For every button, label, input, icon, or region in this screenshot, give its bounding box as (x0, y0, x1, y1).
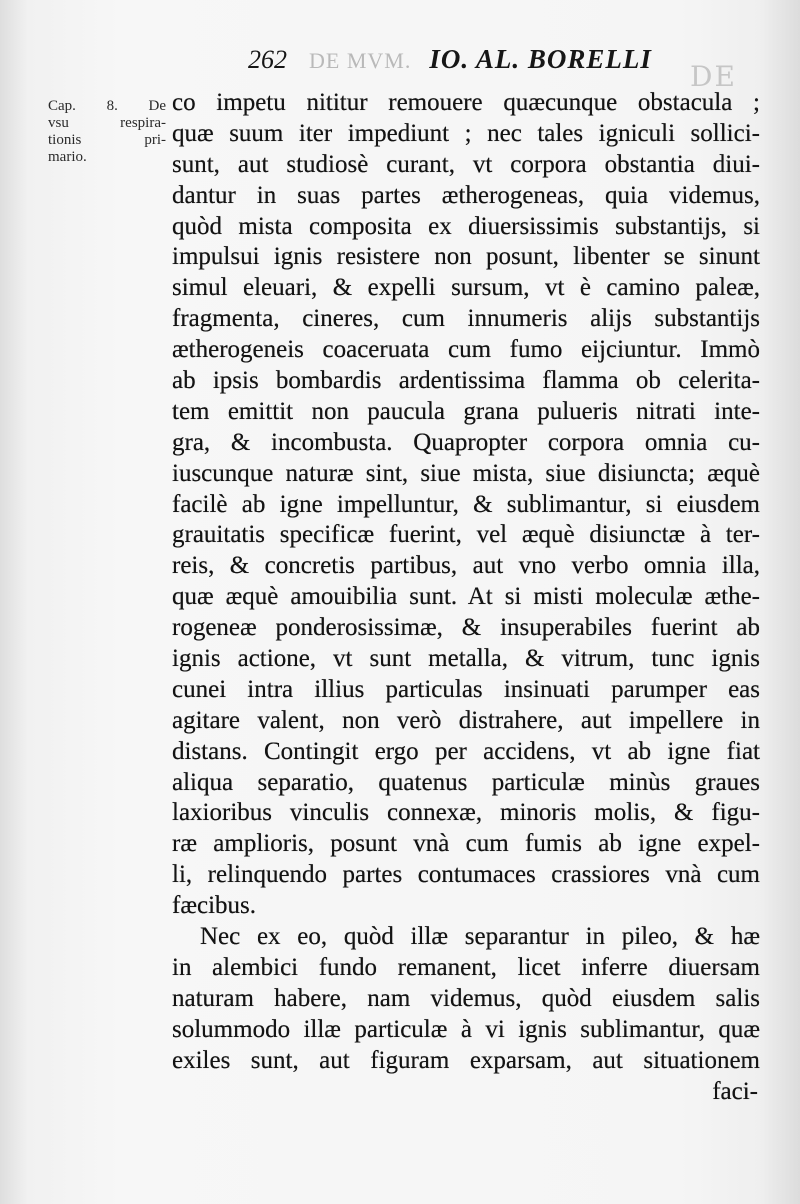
body-text (172, 88, 760, 1107)
text-line: impulsui ignis resistere non posunt, libenter se sinunt (172, 243, 760, 271)
text-line: co impetu nititur remouere quæcunque obstacula ; (172, 89, 760, 116)
margin-note-line: vsu respira- (48, 115, 166, 131)
margin-note-line: Cap. 8. De (48, 98, 166, 114)
text-line: cunei intra illius particulas insinuati parumper eas (172, 675, 760, 703)
text-line: gra, & incombusta. Quapropter corpora omnia cu- (172, 428, 760, 456)
text-line: ætherogeneis coaceruata cum fumo eijciuntur. Immò (172, 336, 760, 364)
text-line: quòd mista composita ex diuersissimis substantijs, si (172, 212, 760, 240)
text-line: laxioribus vinculis connexæ, minoris molis, & figu- (172, 799, 760, 827)
text-line: quæ æquè amouibilia sunt. At si misti moleculæ æthe- (172, 583, 760, 611)
text-line: quæ suum iter impediunt ; nec tales igniculi sollici- (172, 119, 760, 147)
bleed-through-text: DE (690, 60, 737, 93)
ghost-mark: DE MVM. (309, 48, 412, 73)
text-line: rogeneæ ponderosissimæ, & insuperabiles fuerint ab (172, 614, 760, 642)
text-line: fragmenta, cineres, cum innumeris alijs substantijs (172, 305, 760, 333)
text-line: ræ amplioris, posunt vnà cum fumis ab igne expel- (172, 830, 760, 858)
text-line: dantur in suas partes ætherogeneas, quia videmus, (172, 181, 760, 209)
text-line: fæcibus. (172, 892, 257, 920)
page-number: 262 (248, 45, 287, 74)
text-line: grauitatis specificæ fuerint, vel æquè disiunctæ à ter- (172, 521, 760, 549)
text-line: naturam habere, nam videmus, quòd eiusdem salis (172, 984, 760, 1012)
margin-note-line: mario. (48, 149, 87, 165)
running-title: IO. AL. BORELLI (429, 44, 652, 74)
text-line: aliqua separatio, quatenus particulæ minùs graues (172, 768, 760, 796)
text-line: reis, & concretis partibus, aut vno verbo omnia illa, (172, 552, 760, 580)
margin-note (48, 98, 166, 166)
catchword: faci- (712, 1077, 758, 1105)
text-line: iuscunque naturæ sint, siue mista, siue disiuncta; æquè (172, 459, 760, 487)
text-line: Nec ex eo, quòd illæ separantur in pileo, & hæ (200, 923, 760, 951)
text-line: facilè ab igne impelluntur, & sublimantur, si eiusdem (172, 490, 760, 518)
text-line: in alembici fundo remanent, licet inferre diuersam (172, 953, 760, 981)
text-line: ignis actione, vt sunt metalla, & vitrum, tunc ignis (172, 645, 760, 673)
text-line: ab ipsis bombardis ardentissima flamma ob celerita- (172, 367, 760, 395)
page-header (248, 44, 652, 78)
text-line: agitare valent, non verò distrahere, aut impellere in (172, 706, 760, 734)
text-line: li, relinquendo partes contumaces crassiores vnà cum (172, 861, 760, 889)
text-line: tem emittit non paucula grana pulueris nitrati inte- (172, 397, 760, 425)
text-line: sunt, aut studiosè curant, vt corpora obstantia diui- (172, 150, 760, 178)
margin-note-line: tionis pri- (48, 132, 166, 148)
text-line: solummodo illæ particulæ à vi ignis sublimantur, quæ (172, 1015, 760, 1043)
text-line: distans. Contingit ergo per accidens, vt ab igne fiat (172, 737, 760, 765)
text-line: exiles sunt, aut figuram exparsam, aut situationem (172, 1046, 760, 1074)
text-line: simul eleuari, & expelli sursum, vt è camino paleæ, (172, 274, 760, 302)
